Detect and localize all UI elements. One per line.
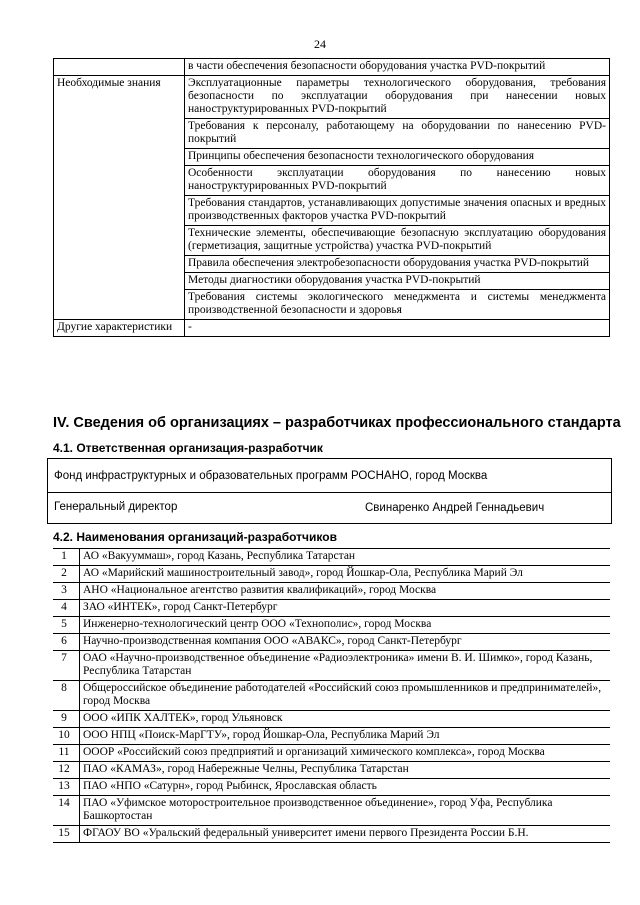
list-item xyxy=(53,651,610,681)
table-row xyxy=(54,76,610,119)
row-label xyxy=(54,59,185,76)
list-item xyxy=(53,617,610,634)
divider xyxy=(48,492,611,493)
developer-name: ФГАОУ ВО «Уральский федеральный университет имени первого Президента России Б.Н. xyxy=(80,826,611,843)
list-item xyxy=(53,634,610,651)
developer-number: 13 xyxy=(53,779,80,796)
requirement-item: Методы диагностики оборудования участка PVD-покрытий xyxy=(185,273,610,290)
developer-number: 8 xyxy=(53,681,80,711)
developer-name: Научно-производственная компания ООО «АВАКС», город Санкт-Петербург xyxy=(80,634,611,651)
list-item xyxy=(53,600,610,617)
row-label-other: Другие характеристики xyxy=(54,320,185,337)
head-position: Генеральный директор xyxy=(54,501,178,513)
developer-name: ОООР «Российский союз предприятий и организаций химического комплекса», город Москва xyxy=(80,745,611,762)
developer-number: 12 xyxy=(53,762,80,779)
list-item xyxy=(53,826,610,843)
requirement-item: Требования стандартов, устанавливающих допустимые значения опасных и вредных производственных факторов участка PVD-покрытий xyxy=(185,196,610,226)
developer-number: 14 xyxy=(53,796,80,826)
list-item xyxy=(53,711,610,728)
developer-number: 2 xyxy=(53,566,80,583)
requirement-item: Требования к персоналу, работающему на оборудовании по нанесению PVD-покрытий xyxy=(185,119,610,149)
table-row xyxy=(54,320,610,337)
developer-number: 10 xyxy=(53,728,80,745)
developer-number: 1 xyxy=(53,549,80,566)
developer-name: АО «Вакууммаш», город Казань, Республика Татарстан xyxy=(80,549,611,566)
page-number: 24 xyxy=(314,37,326,51)
developer-number: 5 xyxy=(53,617,80,634)
list-item xyxy=(53,779,610,796)
developer-number: 4 xyxy=(53,600,80,617)
developer-number: 9 xyxy=(53,711,80,728)
developer-name: ПАО «Уфимское моторостроительное производственное объединение», город Уфа, Республика Башкортостан xyxy=(80,796,611,826)
responsible-organization-box xyxy=(47,458,612,524)
developer-name: ПАО «НПО «Сатурн», город Рыбинск, Ярославская область xyxy=(80,779,611,796)
subsection-4-2-title: 4.2. Наименования организаций-разработчиков xyxy=(53,530,337,544)
requirement-item: Принципы обеспечения безопасности технологического оборудования xyxy=(185,149,610,166)
list-item xyxy=(53,796,610,826)
requirement-item: - xyxy=(185,320,610,337)
developer-name: ООО «ИПК ХАЛТЕК», город Ульяновск xyxy=(80,711,611,728)
developers-table xyxy=(53,548,610,843)
developer-number: 11 xyxy=(53,745,80,762)
organization-name: Фонд инфраструктурных и образовательных программ РОСНАНО, город Москва xyxy=(54,470,488,482)
requirement-item: Правила обеспечения электробезопасности оборудования участка PVD-покрытий xyxy=(185,256,610,273)
requirement-item: Требования системы экологического менеджмента и системы менеджмента производственной безопасности и здоровья xyxy=(185,290,610,320)
requirements-table xyxy=(53,58,610,337)
requirement-item: Эксплуатационные параметры технологического оборудования, требования безопасности по эксплуатации оборудования при нанесении новых наноструктурированных PVD-покрытий xyxy=(185,76,610,119)
list-item xyxy=(53,583,610,600)
developer-number: 7 xyxy=(53,651,80,681)
subsection-4-1-title: 4.1. Ответственная организация-разработчик xyxy=(53,441,323,455)
developer-name: ОАО «Научно-производственное объединение «Радиоэлектроника» имени В. И. Шимко», город Казань, Республика Татарстан xyxy=(80,651,611,681)
requirement-item: в части обеспечения безопасности оборудования участка PVD-покрытий xyxy=(185,59,610,76)
developer-number: 15 xyxy=(53,826,80,843)
developer-number: 6 xyxy=(53,634,80,651)
developer-name: ПАО «КАМАЗ», город Набережные Челны, Республика Татарстан xyxy=(80,762,611,779)
list-item xyxy=(53,745,610,762)
list-item xyxy=(53,566,610,583)
developer-name: Общероссийское объединение работодателей «Российский союз промышленников и предпринимателей», город Москва xyxy=(80,681,611,711)
list-item xyxy=(53,762,610,779)
requirement-item: Особенности эксплуатации оборудования по нанесению новых наноструктурированных PVD-покрытий xyxy=(185,166,610,196)
developer-name: АО «Марийский машиностроительный завод», город Йошкар-Ола, Республика Марий Эл xyxy=(80,566,611,583)
row-label-knowledge: Необходимые знания xyxy=(54,76,185,320)
developer-name: АНО «Национальное агентство развития квалификаций», город Москва xyxy=(80,583,611,600)
developer-name: ООО НПЦ «Поиск-МарГТУ», город Йошкар-Ола, Республика Марий Эл xyxy=(80,728,611,745)
developer-name: ЗАО «ИНТЕК», город Санкт-Петербург xyxy=(80,600,611,617)
list-item xyxy=(53,681,610,711)
table-row xyxy=(54,59,610,76)
list-item xyxy=(53,549,610,566)
list-item xyxy=(53,728,610,745)
developer-name: Инженерно-технологический центр ООО «Технополис», город Москва xyxy=(80,617,611,634)
developer-number: 3 xyxy=(53,583,80,600)
head-name: Свинаренко Андрей Геннадьевич xyxy=(365,502,545,514)
requirement-item: Технические элементы, обеспечивающие безопасную эксплуатацию оборудования (герметизация, защитные устройства) участка PVD-покрытий xyxy=(185,226,610,256)
section-iv-title: IV. Сведения об организациях – разработчиках профессионального стандарта xyxy=(53,415,621,431)
